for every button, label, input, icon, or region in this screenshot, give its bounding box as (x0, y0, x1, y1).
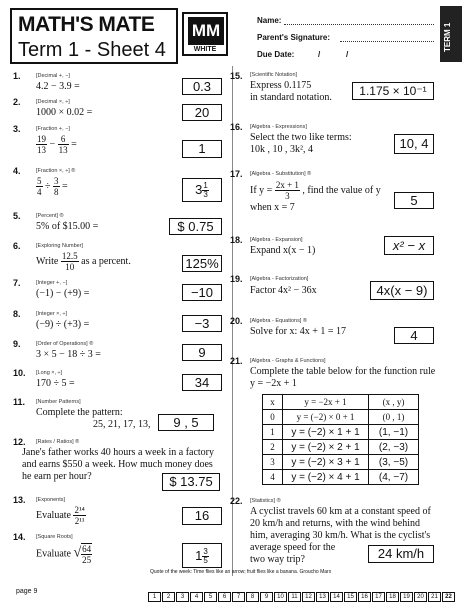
answer-box[interactable]: 5 (394, 192, 434, 209)
signature-field[interactable] (340, 41, 434, 42)
question-number: 9. (13, 339, 21, 349)
question-number: 12. (13, 437, 26, 447)
question-topic: [Algebra - Expansion] (250, 237, 303, 243)
question-topic: [Fraction ×, ÷] ® (36, 168, 76, 174)
question-number: 2. (13, 97, 21, 107)
progress-box: 4 (190, 592, 203, 602)
question-text: (−9) ÷ (+3) = (36, 319, 90, 330)
numerator: 2¹⁴ (74, 505, 85, 515)
progress-box: 12 (302, 592, 315, 602)
question-text: y = −2x + 1 (250, 378, 297, 389)
question-topic: [Decimal +, −] (36, 73, 70, 79)
question-text (36, 505, 86, 526)
progress-box: 8 (246, 592, 259, 602)
question-number: 13. (13, 495, 26, 505)
denominator: 3 (203, 190, 208, 200)
text-lead: Evaluate (36, 509, 71, 521)
table-cell: 1 (263, 425, 283, 440)
table-cell: 3 (263, 455, 283, 470)
answer-box[interactable]: $ 13.75 (162, 473, 220, 491)
question-number: 16. (230, 122, 243, 132)
title-main: MATH'S MATE (18, 13, 155, 36)
table-cell[interactable]: y = (−2) × 1 + 1 (283, 425, 369, 440)
question-text: he earn per hour? (22, 471, 92, 482)
question-topic: [Square Roots] (36, 534, 73, 540)
answer-whole: 1 (195, 548, 203, 563)
question-number: 18. (230, 235, 243, 245)
question-text: in standard notation. (250, 92, 332, 103)
progress-box: 21 (428, 592, 441, 602)
question-text: 20 km/h and returns, with the wind behind (250, 518, 420, 529)
sqrt-sign-icon: √ (73, 545, 82, 561)
question-number: 1. (13, 71, 21, 81)
question-topic: [Integer +, −] (36, 280, 68, 286)
denominator: 5 (203, 556, 208, 566)
question-text: Expand x(x − 1) (250, 245, 316, 256)
table-header: (x , y) (369, 395, 419, 410)
answer-box[interactable]: 10, 4 (394, 134, 434, 154)
numerator: 64 (82, 544, 92, 554)
progress-box: 2 (162, 592, 175, 602)
table-cell[interactable]: (2, −3) (369, 440, 419, 455)
answer-fraction (202, 548, 208, 565)
question-text: (−1) − (+9) = (36, 288, 90, 299)
progress-box: 13 (316, 592, 329, 602)
answer-box[interactable]: $ 0.75 (169, 218, 222, 235)
title-sheet: Term 1 - Sheet 4 (18, 39, 166, 61)
question-topic: [Algebra - Substitution] ® (250, 171, 312, 177)
table-row (263, 410, 419, 425)
question-topic: [Percent] ® (36, 213, 64, 219)
question-text: when x = 7 (250, 202, 295, 213)
question-text (36, 543, 92, 565)
progress-box: 18 (386, 592, 399, 602)
answer-box[interactable]: x² − x (384, 236, 434, 255)
table-cell: (0 , 1) (369, 410, 419, 425)
answer-box[interactable]: 1 (182, 140, 222, 158)
table-cell: 0 (263, 410, 283, 425)
question-topic: [Integer ×, ÷] (36, 311, 67, 317)
question-text: 3 × 5 − 18 ÷ 3 = (36, 349, 101, 360)
progress-box: 22 (442, 592, 455, 602)
progress-box: 5 (204, 592, 217, 602)
denominator: 4 (37, 187, 42, 197)
numerator: 19 (37, 134, 46, 144)
question-topic: [Exponents] (36, 497, 66, 503)
progress-box: 6 (218, 592, 231, 602)
question-number: 22. (230, 496, 243, 506)
text-tail: as a percent. (81, 255, 131, 267)
question-number: 8. (13, 309, 21, 319)
answer-box[interactable]: 9 , 5 (158, 414, 214, 431)
table-cell: 4 (263, 470, 283, 485)
question-text: 5% of $15.00 = (36, 221, 99, 232)
denominator: 13 (37, 145, 46, 155)
question-text: Complete the pattern: (36, 407, 123, 418)
question-text (36, 176, 68, 197)
title-box (10, 8, 178, 64)
question-text: 170 ÷ 5 = (36, 378, 75, 389)
question-text: Express 0.1175 (250, 80, 312, 91)
table-cell[interactable]: (4, −7) (369, 470, 419, 485)
question-text: Jane's father works 40 hours a week in a factory (22, 447, 215, 458)
table-header-row (263, 395, 419, 410)
fraction (61, 251, 79, 272)
table-cell[interactable]: y = (−2) × 2 + 1 (283, 440, 369, 455)
table-header: y = −2x + 1 (283, 395, 369, 410)
progress-box: 7 (232, 592, 245, 602)
question-text: Select the two like terms: (250, 132, 352, 143)
operator: − (49, 138, 56, 150)
answer-box[interactable]: 20 (182, 104, 222, 121)
name-label: Name: (257, 16, 282, 25)
progress-box: 10 (274, 592, 287, 602)
answer-box[interactable]: −10 (182, 284, 222, 301)
table-cell[interactable]: y = (−2) × 3 + 1 (283, 455, 369, 470)
quote-of-the-week: Quote of the week: Time flies like an arrow; fruit flies like a banana. Groucho Marx (150, 569, 332, 575)
fraction (81, 543, 92, 565)
question-text (36, 134, 77, 155)
table-row (263, 440, 419, 455)
question-text: 4.2 − 3.9 = (36, 81, 80, 92)
denominator: 25 (82, 555, 92, 565)
question-number: 6. (13, 241, 21, 251)
due-date-label: Due Date: (257, 50, 295, 59)
question-text: two way trip? (250, 554, 305, 565)
fraction (53, 176, 60, 197)
question-number: 21. (230, 356, 243, 366)
progress-box: 17 (372, 592, 385, 602)
question-number: 3. (13, 124, 21, 134)
question-text: Complete the table below for the function rule (250, 366, 436, 377)
question-topic: [Algebra - Expressions] (250, 124, 307, 130)
table-cell: y = (−2) × 0 + 1 (283, 410, 369, 425)
question-number: 4. (13, 166, 21, 176)
logo-text: WHITE (193, 46, 217, 53)
name-field[interactable] (284, 24, 434, 25)
answer-part: 5 (191, 415, 199, 430)
question-text: 10k , 10 , 3k², 4 (250, 144, 313, 155)
pattern-sequence: 25, 21, 17, 13, (93, 419, 151, 430)
answer-box[interactable]: 125% (182, 255, 222, 272)
question-text (36, 251, 131, 272)
table-row (263, 470, 419, 485)
answer-box[interactable]: 24 km/h (368, 545, 434, 563)
term-tab-label: TERM 1 (443, 22, 452, 52)
due-date-slash: / (318, 50, 321, 59)
signature-label: Parent's Signature: (257, 33, 331, 42)
progress-box: 15 (344, 592, 357, 602)
progress-box: 9 (260, 592, 273, 602)
question-text: 1000 × 0.02 = (36, 107, 93, 118)
numerator: 6 (58, 134, 69, 145)
table-cell[interactable]: (1, −1) (369, 425, 419, 440)
page-number: page 9 (16, 588, 38, 595)
question-number: 19. (230, 274, 243, 284)
fraction (275, 180, 300, 201)
question-text: Factor 4x² − 36x (250, 285, 317, 296)
fraction (36, 176, 43, 197)
progress-box: 16 (358, 592, 371, 602)
question-topic: [Decimal ×, ÷] (36, 99, 70, 105)
question-text: average speed for the (250, 542, 336, 553)
table-cell[interactable]: (3, −5) (369, 455, 419, 470)
answer-box[interactable]: −3 (182, 315, 222, 332)
answer-fraction (202, 182, 208, 199)
answer-box[interactable] (182, 178, 222, 202)
question-text (250, 180, 381, 201)
text-tail: , find the value of y (302, 184, 381, 196)
answer-box[interactable]: 9 (182, 344, 222, 361)
answer-box[interactable]: 4x(x − 9) (370, 281, 434, 300)
numerator: 2x + 1 (275, 180, 299, 190)
question-topic: [Fraction +, −] (36, 126, 70, 132)
answer-box[interactable]: 0.3 (182, 78, 222, 95)
fraction (36, 134, 47, 155)
question-number: 11. (13, 397, 26, 407)
question-topic: [Algebra - Factorization] (250, 276, 309, 282)
text-lead: If y = (250, 184, 273, 196)
question-number: 5. (13, 211, 21, 221)
text-lead: Write (36, 255, 59, 267)
question-topic: [Scientific Notation] (250, 72, 298, 78)
operator: ÷ (45, 180, 51, 192)
numerator: 12.5 (61, 251, 78, 261)
question-topic: [Long ×, ÷] (36, 370, 63, 376)
question-topic: [Statistics] ® (250, 498, 281, 504)
term-tab (440, 6, 462, 62)
answer-part: 9 (173, 415, 181, 430)
fraction (73, 505, 85, 526)
question-topic: [Order of Operations] ® (36, 341, 94, 347)
question-number: 17. (230, 169, 243, 179)
question-text: A cyclist travels 60 km at a constant speed of (250, 506, 431, 517)
question-topic: [Exploring Number] (36, 243, 84, 249)
answer-box[interactable]: 34 (182, 374, 222, 391)
question-number: 14. (13, 532, 26, 542)
fraction (58, 134, 69, 155)
denominator: 8 (54, 187, 59, 197)
logo (182, 12, 228, 56)
text-lead: Evaluate (36, 548, 71, 560)
logo-mark: MM (188, 17, 224, 45)
question-topic: [Rates / Ratios] ® (36, 439, 80, 445)
progress-box: 19 (400, 592, 413, 602)
question-number: 7. (13, 278, 21, 288)
denominator: 13 (58, 145, 68, 155)
question-topic: [Algebra - Equations] ® (250, 318, 307, 324)
answer-box[interactable]: 16 (182, 507, 222, 525)
table-row (263, 425, 419, 440)
table-cell[interactable]: y = (−2) × 4 + 1 (283, 470, 369, 485)
question-number: 10. (13, 368, 26, 378)
progress-box: 14 (330, 592, 343, 602)
numerator: 5 (37, 176, 42, 186)
due-date-slash: / (346, 50, 349, 59)
answer-box[interactable]: 4 (394, 327, 434, 344)
question-topic: [Algebra - Graphs & Functions] (250, 358, 326, 364)
question-text: Solve for x: 4x + 1 = 17 (250, 326, 346, 337)
table-row (263, 455, 419, 470)
question-text: and earns $550 a week. How much money does (22, 459, 213, 470)
answer-box[interactable] (182, 543, 222, 568)
question-topic: [Number Patterns] (36, 399, 81, 405)
numerator: 3 (203, 547, 208, 557)
answer-box[interactable]: 1.175 × 10⁻¹ (352, 82, 434, 100)
table-cell: 2 (263, 440, 283, 455)
progress-boxes (148, 585, 456, 603)
progress-box: 1 (148, 592, 161, 602)
question-number: 20. (230, 316, 243, 326)
progress-box: 3 (176, 592, 189, 602)
table-header: x (263, 395, 283, 410)
progress-box: 20 (414, 592, 427, 602)
question-text: him, averaging 30 km/h. What is the cyclist's (250, 530, 431, 541)
answer-whole: 3 (195, 182, 203, 197)
denominator: 3 (285, 191, 290, 201)
progress-box: 11 (288, 592, 301, 602)
numerator: 3 (54, 176, 59, 186)
denominator: 2¹¹ (74, 516, 85, 526)
denominator: 10 (65, 262, 75, 272)
numerator: 1 (203, 181, 208, 191)
function-table (262, 394, 419, 485)
question-number: 15. (230, 71, 243, 81)
equals-sign: = (71, 138, 77, 150)
equals-sign: = (62, 180, 68, 192)
